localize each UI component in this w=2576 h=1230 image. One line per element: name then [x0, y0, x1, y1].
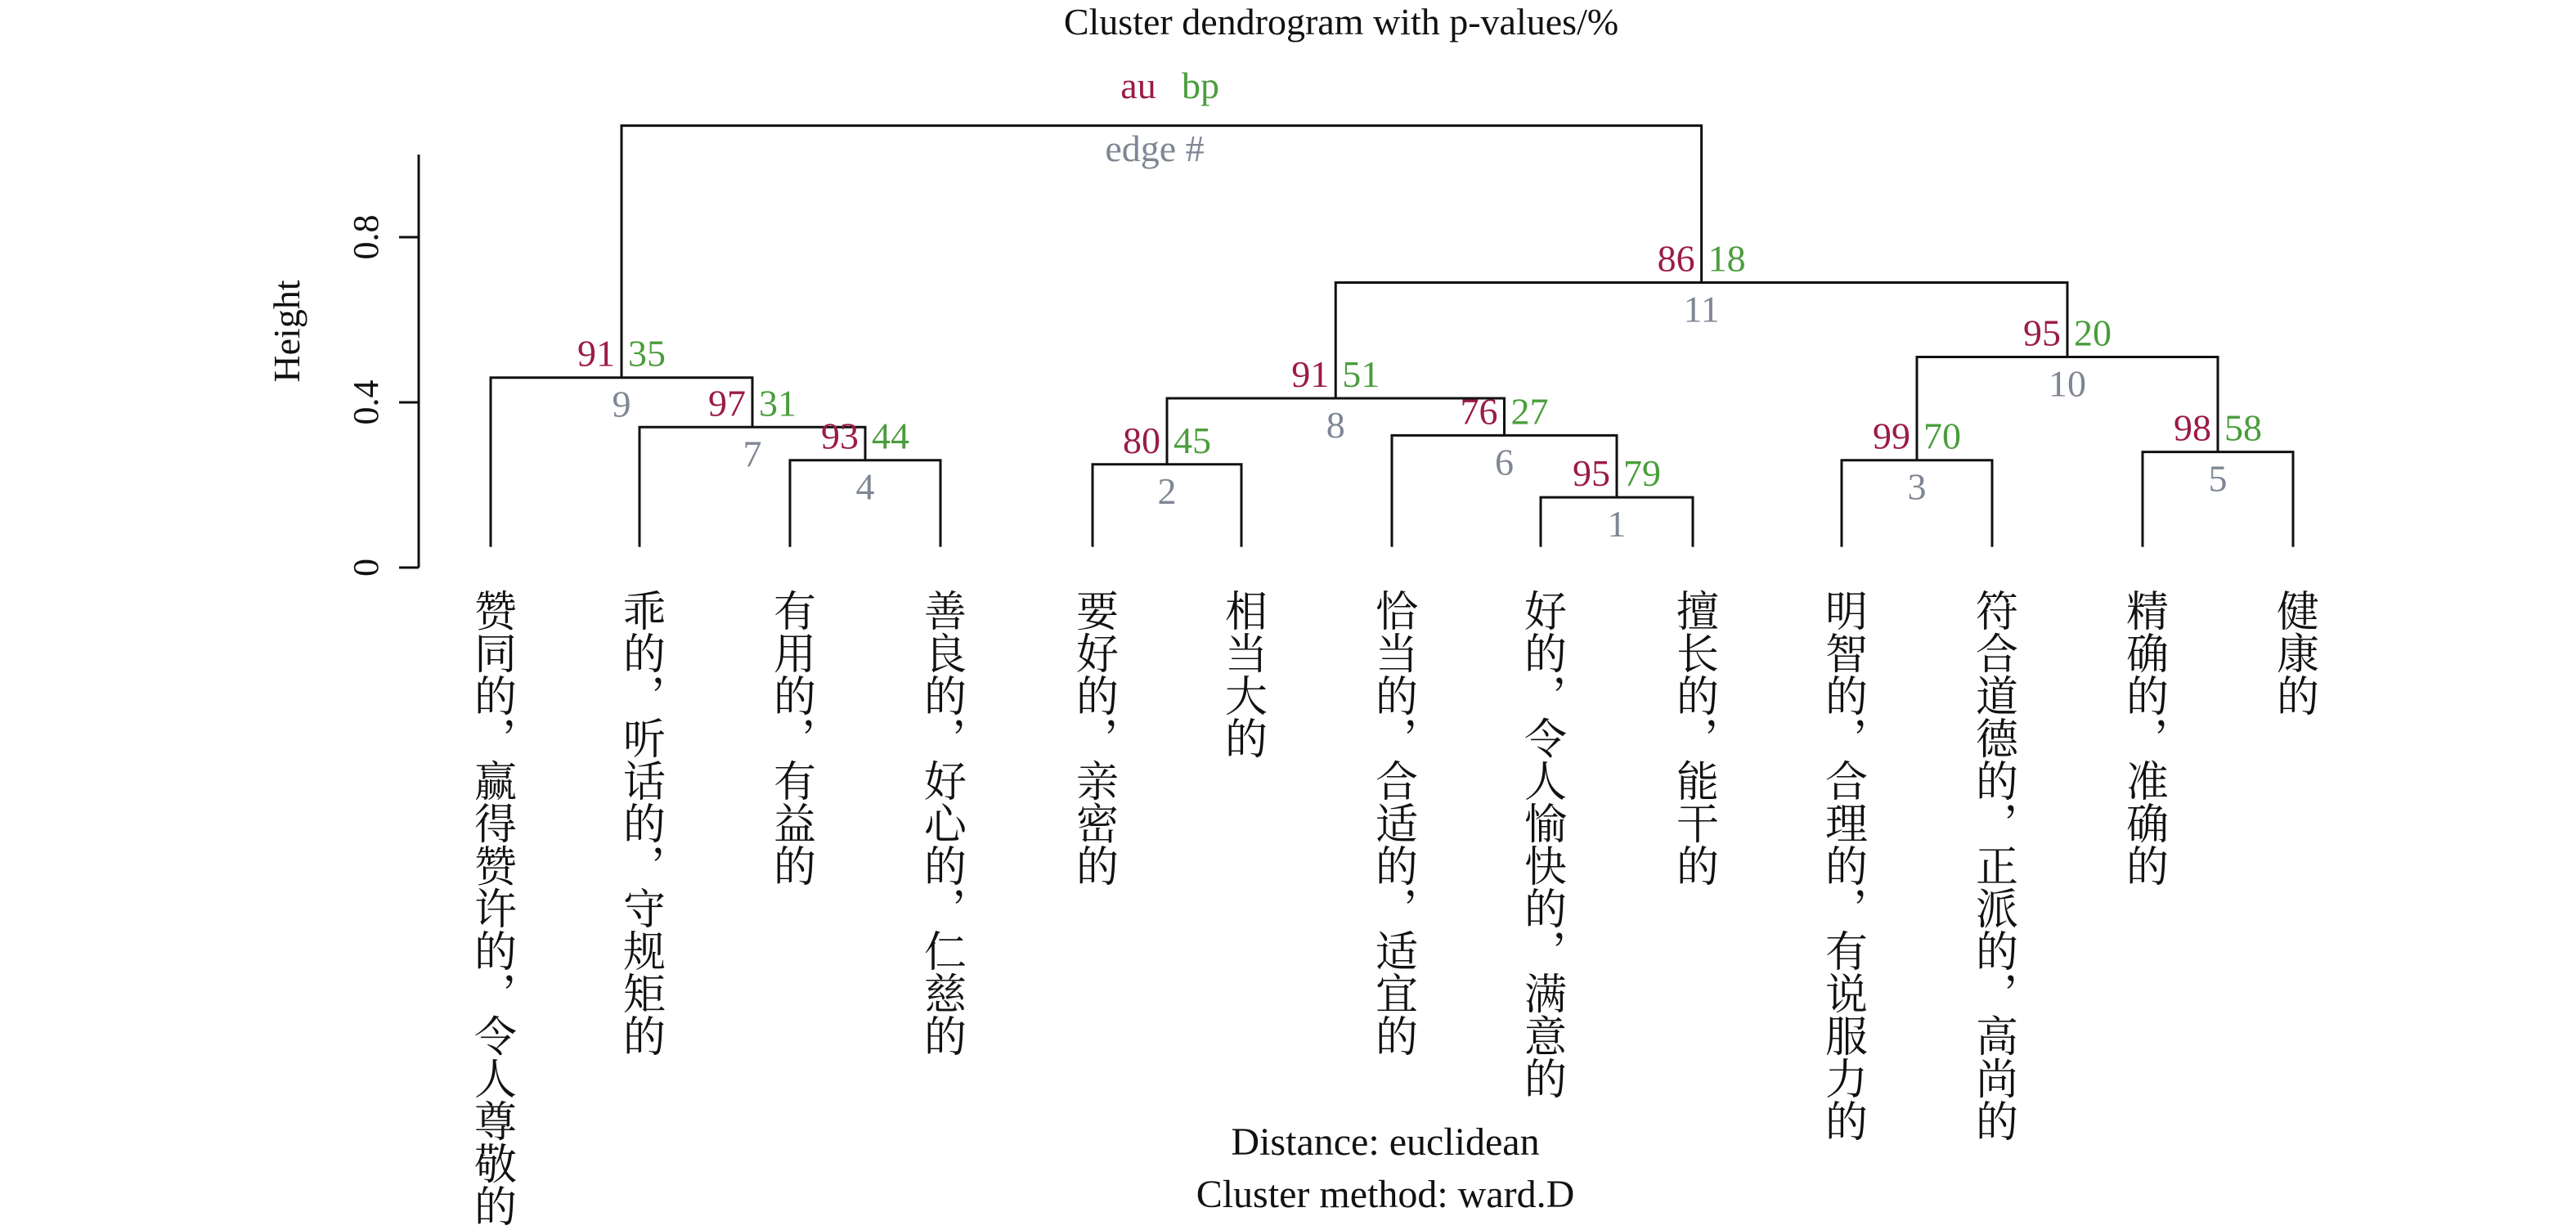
legend-au: au: [1120, 65, 1156, 106]
au-value: 99: [1873, 415, 1910, 457]
bp-value: 58: [2224, 406, 2262, 449]
au-value: 93: [821, 415, 859, 457]
edge-number: 8: [1326, 403, 1345, 446]
bp-value: 18: [1708, 237, 1746, 280]
edge-number: 7: [743, 433, 762, 475]
edge-number: 4: [855, 465, 875, 508]
leaf-label: 有用的，有益的: [766, 589, 814, 887]
bp-value: 31: [759, 382, 797, 424]
bp-value: 51: [1342, 352, 1380, 395]
bp-value: 70: [1923, 415, 1961, 457]
leaf-label: 明智的，合理的，有说服力的: [1818, 589, 1865, 1142]
legend-bp: bp: [1182, 65, 1219, 106]
edge-number: 1: [1607, 503, 1627, 545]
au-value: 98: [2174, 406, 2211, 449]
y-tick-label: 0: [346, 559, 386, 577]
subtitle-cluster-method: Cluster method: ward.D: [1196, 1173, 1575, 1216]
au-value: 86: [1657, 237, 1695, 280]
edge-number: 2: [1157, 469, 1177, 512]
au-value: 91: [577, 332, 615, 375]
subtitle-distance: Distance: euclidean: [1231, 1120, 1540, 1164]
y-tick-label: 0.8: [346, 214, 386, 260]
edge-number: 6: [1495, 441, 1514, 483]
chart-title: Cluster dendrogram with p-values/%: [1063, 1, 1619, 43]
edge-number: 11: [1683, 288, 1720, 330]
edge-number: 9: [612, 383, 631, 425]
leaf-label: 擅长的，能干的: [1669, 589, 1717, 887]
legend-edge: edge #: [1105, 128, 1205, 169]
y-axis-label: Height: [266, 280, 307, 383]
au-value: 91: [1291, 352, 1330, 395]
leaf-label: 乖的，听话的，守规矩的: [616, 589, 663, 1057]
leaf-label: 恰当的，合适的，适宜的: [1368, 589, 1416, 1057]
leaf-label: 好的，令人愉快的，满意的: [1517, 589, 1564, 1099]
bp-value: 79: [1623, 452, 1661, 495]
au-value: 80: [1123, 419, 1160, 461]
au-value: 95: [2023, 312, 2061, 354]
edge-number: 5: [2208, 457, 2228, 500]
edge-number: 3: [1907, 465, 1927, 508]
bp-value: 20: [2074, 312, 2112, 354]
leaf-label: 善良的，好心的，仁慈的: [917, 589, 964, 1057]
bp-value: 27: [1510, 390, 1549, 433]
au-value: 95: [1573, 452, 1610, 495]
leaf-label: 健康的: [2269, 589, 2317, 716]
leaf-label: 相当大的: [1218, 589, 1265, 759]
bp-value: 45: [1174, 419, 1211, 461]
y-axis: [346, 155, 419, 577]
leaf-label: 赞同的，赢得赞许的，令人尊敬的: [467, 589, 514, 1226]
leaf-label: 要好的，亲密的: [1069, 589, 1116, 887]
leaf-label: 精确的，准确的: [2119, 589, 2166, 887]
bp-value: 35: [628, 332, 666, 375]
au-value: 76: [1460, 390, 1498, 433]
y-tick-label: 0.4: [346, 379, 386, 425]
bp-value: 44: [872, 415, 909, 457]
edge-number: 10: [2049, 362, 2086, 405]
leaf-label: 符合道德的，正派的，高尚的: [1968, 589, 2016, 1142]
au-value: 97: [708, 382, 746, 424]
